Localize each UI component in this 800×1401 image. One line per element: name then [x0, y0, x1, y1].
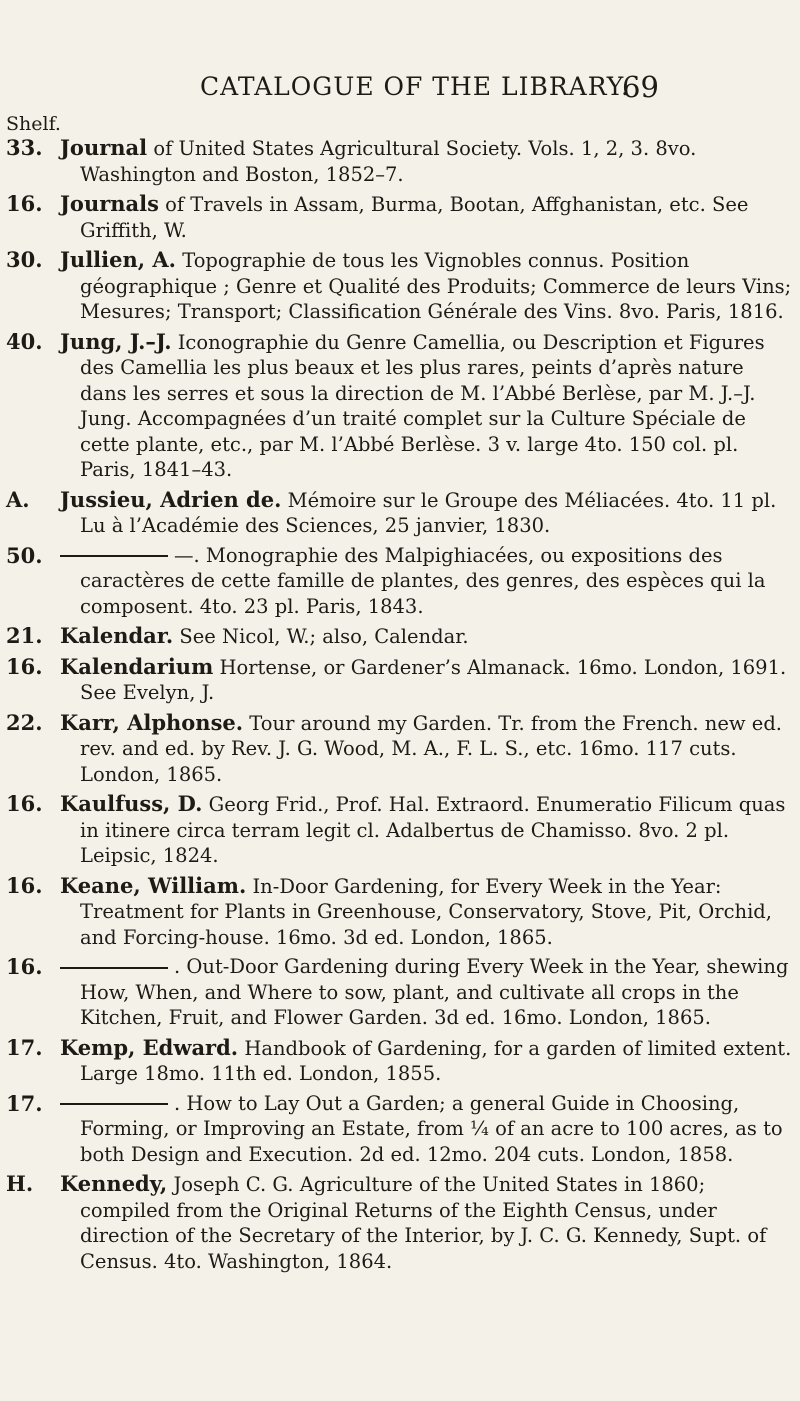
catalogue-entry — [0, 954, 800, 1031]
catalogue-entry — [0, 873, 800, 951]
entry-text — [60, 135, 792, 187]
shelf-number: 40. — [6, 328, 43, 354]
shelf-number: 30. — [6, 247, 43, 272]
shelf-number: A. — [6, 486, 30, 512]
entry-text — [60, 954, 792, 1031]
ditto-dash — [60, 555, 168, 557]
catalogue-entry — [0, 487, 800, 539]
entry-body: —. Monographie des Malpighiacées, ou expositions des caractères de cette famille de plantes, des genres, des espèces qui la composent. 4to. 23 pl. Paris, 1843. — [80, 543, 766, 618]
shelf-number: 16. — [6, 872, 43, 898]
catalogue-entry — [0, 329, 800, 483]
shelf-number: 16. — [6, 791, 43, 816]
entry-heading: Kalendar. — [60, 623, 174, 648]
entry-heading: Karr, Alphonse. — [60, 709, 244, 735]
shelf-number: 17. — [6, 1034, 43, 1060]
entry-heading: Kemp, Edward. — [60, 1034, 239, 1060]
entry-heading: Jussieu, Adrien de. — [60, 486, 282, 512]
entry-text — [60, 1171, 792, 1274]
entry-body: Handbook of Gardening, for a garden of limited extent. Large 18mo. 11th ed. London, 1855. — [80, 1036, 792, 1085]
entry-body: See Nicol, W.; also, Calendar. — [173, 625, 469, 648]
entry-text — [60, 329, 792, 483]
catalogue-entry — [0, 247, 800, 325]
entry-body: . How to Lay Out a Garden; a general Guide in Choosing, Forming, or Improving an Estate, from ¼ of an acre to 100 acres, as to both Design and Execution. 2d ed. 12mo. 204 cuts. London, 1858. — [80, 1091, 783, 1166]
entry-text — [60, 543, 792, 620]
entry-text — [60, 873, 792, 951]
catalogue-entry — [0, 543, 800, 620]
entry-body: Joseph C. G. Agriculture of the United States in 1860; compiled from the Original Returns of the Eighth Census, under direction of the Secretary of the Interior, by J. C. G. Kennedy, Supt. of Census. 4to. Washington, 1864. — [80, 1173, 767, 1273]
entry-heading: Journals — [60, 191, 159, 216]
entry-text — [60, 623, 792, 650]
entry-body: In-Door Gardening, for Every Week in the Year: Treatment for Plants in Greenhouse, Conservatory, Stove, Pit, Orchid, and Forcing-house. 16mo. 3d ed. London, 1865. — [80, 874, 772, 949]
entry-heading: Jung, J.–J. — [60, 328, 172, 354]
entry-text — [60, 1091, 792, 1168]
entry-text — [60, 191, 792, 243]
entry-body: Georg Frid., Prof. Hal. Extraord. Enumeratio Filicum quas in itinere circa terram legit cl. Adalbertus de Chamisso. 8vo. 2 pl. Leipsic, 1824. — [80, 793, 786, 867]
page-header — [0, 72, 800, 112]
entry-heading: Keane, William. — [60, 872, 247, 898]
entry-text — [60, 791, 792, 869]
entry-body: Hortense, or Gardener’s Almanack. 16mo. London, 1691. See Evelyn, J. — [80, 655, 787, 704]
entry-body: Topographie de tous les Vignobles connus. Position géographique ; Genre et Qualité des Produits; Commerce de leurs Vins; Mesures; Transport; Classification Générale des Vins. 8vo. Paris, 1816. — [80, 249, 792, 323]
entry-body: of United States Agricultural Society. Vols. 1, 2, 3. 8vo. Washington and Boston, 1852–7. — [80, 137, 697, 186]
entry-heading: Kennedy, — [60, 1171, 168, 1196]
catalogue-entry — [0, 1171, 800, 1274]
catalogue-entry — [0, 191, 800, 243]
entry-text — [60, 710, 792, 788]
ditto-dash — [60, 967, 168, 969]
shelf-number: 21. — [6, 623, 43, 648]
catalogue-entries — [0, 135, 800, 1278]
entry-heading: Kaulfuss, D. — [60, 791, 203, 816]
shelf-number: 22. — [6, 709, 43, 735]
entry-text — [60, 654, 792, 706]
shelf-number: H. — [6, 1171, 34, 1196]
entry-text — [60, 487, 792, 539]
ditto-dash — [60, 1103, 168, 1105]
shelf-number: 33. — [6, 135, 43, 160]
catalogue-entry — [0, 1091, 800, 1168]
entry-body: Mémoire sur le Groupe des Méliacées. 4to. 11 pl. Lu à l’Académie des Sciences, 25 janvier, 1830. — [80, 488, 777, 537]
catalogue-entry — [0, 654, 800, 706]
entry-body: Iconographie du Genre Camellia, ou Description et Figures des Camellia les plus beaux et les plus rares, peints d’après nature dans les serres et sous la direction de M. l’Abbé Berlèse, par M. J.–J. Jung. Accompagnées d’un traité complet sur la Culture Spéciale de cette plante, etc., par M. l’Abbé Berlèse. 3 v. large 4to. 150 col. pl. Paris, 1841–43. — [80, 330, 765, 481]
entry-text — [60, 247, 792, 325]
shelf-column-label: Shelf. — [6, 113, 61, 135]
shelf-number: 16. — [6, 653, 43, 679]
entry-body: Tour around my Garden. Tr. from the French. new ed. rev. and ed. by Rev. J. G. Wood, M. A., F. L. S., etc. 16mo. 117 cuts. London, 1865. — [80, 711, 783, 786]
shelf-number: 17. — [6, 1090, 43, 1116]
catalogue-entry — [0, 623, 800, 650]
catalogue-entry — [0, 1035, 800, 1087]
catalogue-entry — [0, 791, 800, 869]
entry-heading: Kalendarium — [60, 653, 214, 679]
shelf-number: 16. — [6, 954, 43, 979]
shelf-number: 50. — [6, 542, 43, 568]
entry-heading: Jullien, A. — [60, 247, 176, 272]
catalogue-entry — [0, 135, 800, 187]
entry-body: of Travels in Assam, Burma, Bootan, Affghanistan, etc. See Griffith, W. — [80, 193, 749, 242]
catalogue-entry — [0, 710, 800, 788]
entry-text — [60, 1035, 792, 1087]
entry-heading: Journal — [60, 135, 148, 160]
page-number: 69 — [622, 70, 659, 104]
entry-body: . Out-Door Gardening during Every Week in the Year, shewing How, When, and Where to sow, plant, and cultivate all crops in the Kitchen, Fruit, and Flower Garden. 3d ed. 16mo. London, 1865. — [80, 955, 789, 1029]
page-title: CATALOGUE OF THE LIBRARY. — [200, 72, 630, 101]
shelf-number: 16. — [6, 191, 43, 216]
